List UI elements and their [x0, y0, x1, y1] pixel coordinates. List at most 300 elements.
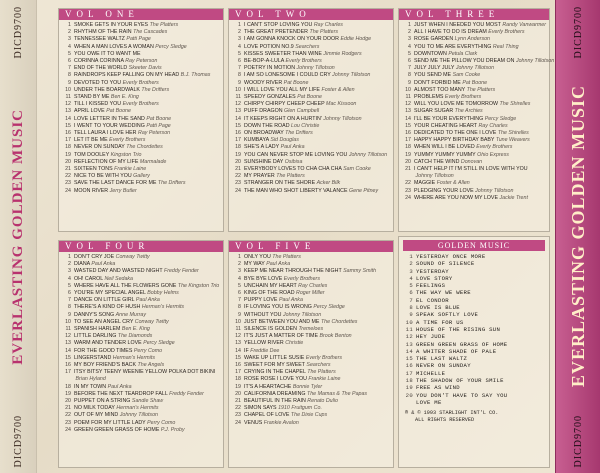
track-number: 10 [405, 86, 411, 93]
track-number: 11 [65, 94, 71, 101]
track-number: 24 [235, 187, 241, 194]
track-title: KISSES SWEETER THAN WINE [244, 50, 322, 57]
track-artist: Petula Clark [448, 50, 478, 57]
track-artist: Perry Como [133, 347, 163, 354]
track-title: DON'T CRY JOE [74, 254, 115, 260]
track-title: JUST WHEN I NEEDED YOU MOST [414, 22, 501, 28]
track-number: 14 [235, 347, 241, 354]
track-artist: Ray Charles [298, 282, 328, 289]
track-title: I CAN'T HELP IT I'M STILL IN LOVE WITH YOU [414, 166, 528, 173]
track-title: DANNY'S SONG [74, 311, 115, 318]
track-artist: Pat Boone [297, 94, 322, 101]
track-title: HAPPY HAPPY BIRTHDAY BABY [414, 137, 495, 144]
track-artist: Ray Charles [478, 122, 508, 129]
track-number: 21 [405, 166, 411, 173]
track-title: YOUR CHEATING HEART [414, 122, 477, 129]
track-item [63, 22, 223, 29]
golden-music-track [405, 362, 549, 369]
track-item [63, 51, 223, 58]
track-item [233, 173, 393, 180]
track-number: 11 [235, 94, 241, 101]
track-title: SPEAK SOFTLY LOVE [416, 311, 479, 319]
track-number: 4 [408, 43, 411, 50]
track-number: 16 [65, 130, 71, 137]
track-item [403, 123, 549, 130]
track-number: 7 [408, 65, 411, 72]
track-title: FREE AS WIND [416, 384, 460, 392]
track-item [63, 116, 223, 123]
track-item [233, 398, 393, 405]
track-title: LOVE LETTER IN THE SAND [74, 115, 145, 122]
track-item [233, 412, 393, 419]
track-number: 5 [409, 282, 413, 290]
track-title: ON BROADWAY [244, 130, 284, 137]
track-title: IF LOVING YOU IS WRONG [244, 304, 312, 311]
track-number: 21 [235, 166, 241, 173]
golden-music-track [405, 399, 549, 406]
track-title: WHEN WILL I BE LOVED [414, 144, 475, 151]
track-artist: The Mamas & The Papas [307, 390, 368, 397]
track-artist: Everly Brothers [488, 29, 525, 36]
track-number: 2 [68, 29, 71, 36]
copyright-line-2: ALL RIGHTS RESERVED [415, 417, 475, 424]
track-artist: Tremeloes [298, 326, 324, 333]
track-title: MY BOY FRIEND'S BACK [74, 362, 137, 369]
track-number: 8 [238, 304, 241, 311]
track-title: KUMBAYA [244, 137, 269, 144]
track-item [403, 22, 549, 29]
track-title: CORINNA CORINNA [74, 58, 124, 65]
track-artist: Glen Campbell [284, 108, 320, 115]
track-artist: Pat Boone [106, 108, 131, 115]
track-item [233, 254, 393, 261]
track-number: 14 [405, 115, 411, 122]
track-artist: Sandie Shaw [131, 398, 164, 405]
track-number: 13 [405, 340, 413, 348]
track-item [233, 94, 393, 101]
track-number: 20 [235, 390, 241, 397]
track-title: TELL LAURA I LOVE HER [74, 130, 137, 137]
track-item [63, 427, 223, 434]
track-artist: Pat Boone [462, 79, 488, 86]
golden-music-track [405, 326, 549, 333]
track-number: 18 [235, 376, 241, 383]
track-item [233, 405, 393, 412]
track-artist: Paul Anka [278, 297, 303, 304]
track-number: 18 [405, 377, 413, 385]
track-artist: Freddie Dee [250, 347, 280, 354]
track-artist: Ray Peterson [138, 130, 171, 137]
track-artist: Lou Christie [291, 122, 320, 129]
track-number: 6 [238, 58, 241, 65]
track-artist: Everly Brothers [283, 275, 320, 282]
track-artist: Everly Brothers [305, 354, 343, 361]
track-title: SUNSHINE DAY [244, 158, 284, 165]
track-title: IT'S A HEARTACHE [244, 383, 292, 390]
track-item [233, 268, 393, 275]
track-item [63, 268, 223, 275]
track-number: 15 [235, 354, 241, 361]
track-title: REFLECTION OF MY LIFE [74, 158, 139, 165]
track-artist: Percy Sledge [155, 43, 187, 50]
track-artist: Perry Como [147, 419, 176, 426]
track-artist: The Chordettes [126, 144, 163, 151]
track-title: MICHELLE [416, 369, 446, 377]
track-number: 7 [68, 297, 71, 304]
track-title: LOVE IS BLUE [416, 304, 460, 312]
track-number: 19 [65, 390, 71, 397]
golden-music-track [405, 392, 549, 399]
track-artist: Herman's Hermits [141, 304, 185, 311]
track-artist: Conway Twitty [115, 254, 150, 260]
track-number: 16 [235, 362, 241, 369]
track-item [233, 261, 393, 268]
golden-music-track [405, 253, 549, 260]
track-title: A WHITER SHADE OF PALE [416, 347, 497, 355]
track-artist: Searchers [295, 43, 320, 50]
track-number: 2 [238, 261, 241, 268]
track-title: LINGERSTAND [74, 354, 112, 361]
track-number: 16 [405, 130, 411, 137]
track-artist: 1910 Fruitgum Co. [278, 405, 322, 412]
track-item [233, 58, 393, 65]
track-title: YOU TO ME ARE EVERYTHING [414, 43, 492, 50]
panel-vol-three [398, 8, 555, 232]
track-artist: Roger Miller [296, 290, 325, 297]
track-title: SOUND OF SILENCE [416, 260, 475, 268]
track-artist: Donovan [460, 158, 483, 165]
track-title: ITSY BITSY TEENY WEENIE YELLOW POLKA DOT BIKINI [74, 369, 216, 376]
track-item [403, 195, 549, 202]
track-number: 11 [405, 325, 413, 333]
track-artist: Paul Anka [91, 261, 116, 268]
track-item [63, 166, 223, 173]
track-number: 9 [238, 79, 241, 86]
golden-music-track [405, 377, 549, 384]
track-number: 12 [235, 333, 241, 340]
track-number: 7 [238, 297, 241, 304]
track-item [233, 101, 393, 108]
track-title: PROBLEMS [414, 94, 444, 101]
track-artist: Sid Douglas [270, 137, 299, 144]
track-title: TO SEE AN ANGEL CRY [74, 318, 134, 325]
track-number: 8 [68, 72, 71, 79]
track-item [233, 312, 393, 319]
track-title: MAGGIE [414, 180, 436, 187]
track-artist: The Shirelles [497, 130, 529, 137]
track-title: EL CONDOR [416, 296, 449, 304]
track-number: 4 [238, 275, 241, 282]
track-number: 10 [405, 318, 413, 326]
track-title: WHERE HAVE ALL THE FLOWERS GONE [74, 282, 177, 289]
track-item [403, 72, 549, 79]
track-number: 6 [408, 58, 411, 65]
track-item [403, 101, 549, 108]
track-item [233, 116, 393, 123]
track-title: NO MILK TODAY [74, 405, 115, 412]
track-artist: Kingston Trio [110, 151, 142, 158]
track-item [63, 180, 223, 187]
track-item [63, 261, 223, 268]
track-list [399, 22, 555, 202]
golden-music-track-list [399, 253, 549, 406]
track-item [403, 152, 549, 159]
track-item [233, 72, 393, 79]
track-item [63, 297, 223, 304]
golden-music-track [405, 348, 549, 355]
track-title: JULY JULY JULY [414, 65, 455, 72]
track-title: YESTERDAY ONCE MORE [416, 253, 486, 260]
track-title: YOU SEND ME [414, 72, 452, 79]
track-number: 8 [408, 72, 411, 79]
track-title: JUST BETWEEN YOU AND ME [244, 318, 320, 325]
golden-music-track [405, 311, 549, 318]
track-number: 20 [65, 158, 71, 165]
track-item [403, 87, 549, 94]
track-number: 4 [68, 275, 71, 282]
track-item [233, 391, 393, 398]
track-number: 1 [238, 254, 241, 260]
golden-music-track [405, 275, 549, 282]
track-item [63, 391, 223, 398]
track-item [403, 188, 549, 195]
panel-header: VOL TWO [229, 9, 393, 20]
track-item [233, 420, 393, 427]
track-title: VENUS [244, 419, 263, 426]
track-number: 9 [409, 311, 413, 319]
golden-music-track [405, 297, 549, 304]
track-number: 20 [235, 158, 241, 165]
track-item [233, 29, 393, 36]
track-item [233, 283, 393, 290]
track-title: SIMON SAYS [244, 405, 277, 412]
golden-music-track [405, 370, 549, 377]
track-artist: The Chordettes [320, 318, 358, 325]
track-artist: Pat Boone [283, 79, 309, 86]
track-artist: Marmalade [139, 158, 167, 165]
track-artist: Tune Weavers [495, 137, 530, 144]
track-item [63, 44, 223, 51]
track-title: ONLY YOU [244, 254, 271, 260]
track-item [233, 297, 393, 304]
track-title: SPANISH HARLEM [74, 326, 121, 333]
track-title: PUPPET ON A STRING [74, 398, 131, 405]
track-item [63, 326, 223, 333]
track-number: 4 [238, 43, 241, 50]
track-number: 11 [405, 94, 411, 101]
track-title: POEM FOR MY LITTLE LADY [74, 419, 146, 426]
track-number: 15 [65, 354, 71, 361]
track-number: 12 [405, 101, 411, 108]
panel-vol-five [228, 240, 394, 468]
track-artist: Eddie Hodge [340, 36, 372, 43]
track-title: STAND BY ME [74, 94, 110, 101]
track-item [63, 29, 223, 36]
track-artist: Foster & Allen [321, 86, 355, 93]
track-number: 12 [405, 333, 413, 341]
track-artist: Brian Hyland [75, 376, 106, 383]
track-number: 22 [405, 180, 411, 187]
track-artist: Bobby Helms [147, 290, 179, 297]
track-number: 17 [65, 137, 71, 144]
track-number: 1 [68, 254, 71, 260]
track-number: 16 [405, 362, 413, 370]
track-artist: Johnny Tillotson [348, 151, 388, 158]
track-artist: Frankie Laine [308, 376, 341, 383]
track-item [403, 36, 549, 43]
track-artist: Johnny Tillotson [515, 58, 555, 65]
track-artist: Ben E. King [110, 94, 139, 101]
track-title: IN MY TOWN [74, 383, 107, 390]
track-artist: Johnny Tillotson [475, 187, 514, 194]
left-spine-title: EVERLASTING GOLDEN MUSIC [9, 108, 26, 365]
track-number: 3 [408, 36, 411, 43]
track-title: I WILL LOVE YOU ALL MY LIFE [244, 86, 320, 93]
track-title: WILL YOU LOVE ME TOMORROW [414, 101, 498, 108]
track-number: 19 [235, 383, 241, 390]
track-number: 16 [65, 362, 71, 369]
track-number: 17 [405, 369, 413, 377]
track-item [233, 355, 393, 362]
track-item [63, 384, 223, 391]
track-title: NEVER ON SUNDAY [74, 144, 125, 151]
track-number: 18 [65, 383, 71, 390]
track-item [63, 283, 223, 290]
track-title: YELLOW RIVER [244, 340, 284, 347]
track-artist: Paul Anka [280, 144, 305, 151]
track-title: YESTERDAY [416, 267, 449, 275]
track-number: 21 [65, 166, 71, 173]
track-artist: The Dixie Cups [290, 412, 328, 419]
panel-vol-four [58, 240, 224, 468]
track-artist: Mac Kissoon [326, 101, 357, 108]
track-item [403, 159, 549, 166]
left-spine-catalog-bottom: DICD9700 [12, 414, 24, 467]
track-item [63, 159, 223, 166]
track-number: 10 [235, 318, 241, 325]
track-number: 4 [68, 43, 71, 50]
track-item [63, 420, 223, 427]
panel-header: VOL ONE [59, 9, 223, 20]
panel-header: VOL FIVE [229, 241, 393, 252]
track-artist: Anne Murray [115, 311, 146, 318]
track-artist: Everly Brothers [444, 94, 482, 101]
track-item [403, 58, 555, 65]
track-title: DON'T FORBID ME [414, 79, 461, 86]
track-number: 1 [408, 22, 411, 28]
track-artist: Ray Peterson [125, 58, 158, 65]
track-artist: Freddy Fender [163, 268, 199, 275]
panel-golden-music [398, 236, 550, 468]
track-number: 8 [409, 304, 413, 312]
track-artist: P.J. Proby [160, 426, 185, 433]
track-title: CALIFORNIA DREAMING [244, 390, 306, 397]
track-number: 23 [235, 412, 241, 419]
track-item [63, 340, 223, 347]
track-title: FEELINGS [416, 282, 446, 290]
track-item [63, 348, 223, 355]
track-number: 13 [235, 108, 241, 115]
track-artist: The Drifters [157, 180, 186, 187]
track-title: CHAPEL OF LOVE [244, 412, 290, 419]
track-title: NICE TO BE WITH YOU [74, 173, 132, 180]
track-title: SILENCE IS GOLDEN [244, 326, 297, 333]
track-title: WHERE ARE YOU NOW MY LOVE [414, 194, 498, 201]
golden-music-track [405, 289, 549, 296]
track-artist: Searchers [306, 362, 331, 369]
track-list [59, 22, 223, 195]
track-title: I CAN'T STOP LOVING YOU [244, 22, 313, 28]
track-number: 15 [405, 122, 411, 129]
track-title: SIXTEEN TONS [74, 166, 113, 173]
track-title: ALL I HAVE TO DO IS DREAM [414, 29, 487, 36]
track-title: YOU CAN NEVER STOP ME LOVING YOU [244, 151, 348, 158]
track-item [233, 36, 393, 43]
track-item [233, 137, 393, 144]
track-number: 2 [68, 261, 71, 268]
track-artist: The Cascades [133, 29, 168, 36]
track-title: SPEEDY GONZALES [244, 94, 296, 101]
track-item [233, 80, 393, 87]
track-item [63, 152, 223, 159]
golden-music-track [405, 268, 549, 275]
track-item [403, 94, 549, 101]
track-item [63, 65, 223, 72]
track-title: YOU OWE IT TO WANT ME [74, 50, 141, 57]
track-item [63, 36, 223, 43]
track-artist: Frankie Avalon [263, 419, 299, 426]
track-item [63, 137, 223, 144]
golden-music-track [405, 282, 549, 289]
track-number: 23 [65, 180, 71, 187]
right-spine-title: EVERLASTING GOLDEN MUSIC [567, 85, 588, 388]
track-number: 14 [65, 347, 71, 354]
track-artist: Herman's Hermits [116, 405, 159, 412]
track-artist: The Diamonds [117, 333, 153, 340]
track-number: 17 [235, 137, 241, 144]
track-number: 14 [405, 347, 413, 355]
track-title: WASTED DAY AND WASTED NIGHT [74, 268, 163, 275]
track-artist: Brook Benton [319, 333, 352, 340]
panel-header: VOL FOUR [59, 241, 223, 252]
track-title: SMOKE GETS IN YOUR EYES [74, 22, 149, 28]
track-title: POETRY IN MOTION [244, 65, 296, 72]
track-item [63, 144, 223, 151]
track-artist: Gene Pitney [349, 187, 379, 194]
track-artist: Pat Boone [146, 115, 172, 122]
track-number: 21 [65, 405, 71, 412]
track-number: 20 [65, 398, 71, 405]
track-number: 11 [65, 326, 71, 333]
track-title: MY WAY [244, 261, 265, 268]
panel-vol-one [58, 8, 224, 232]
track-number: 7 [68, 65, 71, 72]
track-item [233, 340, 393, 347]
track-title: THE GREAT PRETENDER [244, 29, 308, 36]
track-title: I WENT TO YOUR WEDDING [74, 122, 145, 129]
track-item [403, 144, 549, 151]
track-number: 20 [405, 158, 411, 165]
track-title: KING OF THE ROAD [244, 290, 295, 297]
track-title: SHE'S A LADY [244, 144, 280, 151]
track-number: 5 [408, 50, 411, 57]
track-item [233, 276, 393, 283]
track-item [63, 355, 223, 362]
track-artist: Foster & Allen [436, 180, 470, 187]
track-number: 19 [65, 151, 71, 158]
left-spine [0, 0, 37, 473]
track-number: 22 [235, 405, 241, 412]
